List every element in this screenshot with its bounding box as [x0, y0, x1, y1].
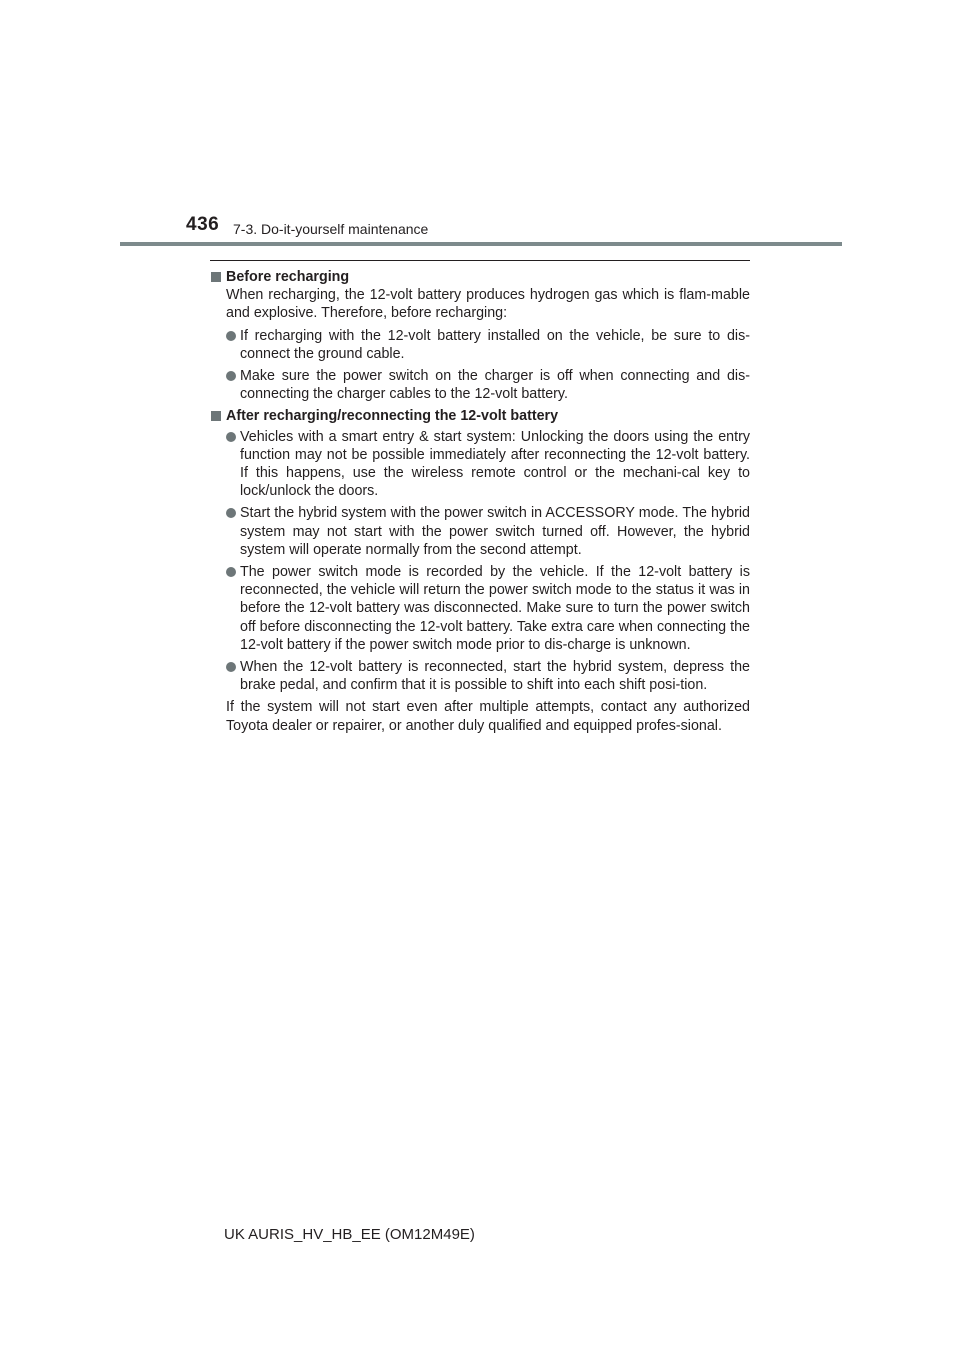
section-title: 7-3. Do-it-yourself maintenance — [233, 221, 429, 237]
list-item — [240, 504, 750, 559]
paragraph: If the system will not start even after multiple attempts, contact any authorized Toyota dealer or repairer, or another duly qualified and equipped profes-sional. — [226, 699, 750, 734]
round-bullet-icon — [226, 371, 236, 381]
list-item — [240, 658, 750, 694]
content — [210, 260, 750, 735]
heading-after-recharging — [210, 407, 750, 425]
heading-text: After recharging/reconnecting the 12-volt battery — [226, 408, 559, 425]
list-item-text: Vehicles with a smart entry & start system: Unlocking the doors using the entry function may not be possible immediately after reconnecting the 12-volt battery. If this happens, use the wireless remote control or the mechani-cal key to lock/unlock the doors. — [240, 428, 750, 500]
round-bullet-icon — [226, 331, 236, 341]
list-item — [240, 428, 750, 501]
header-rule — [120, 242, 842, 246]
list-item-text: If recharging with the 12-volt battery installed on the vehicle, be sure to dis-connect the ground cable. — [240, 327, 750, 362]
list-item — [240, 327, 750, 363]
list-item-text: Make sure the power switch on the charger is off when connecting and dis-connecting the charger cables to the 12-volt battery. — [240, 368, 750, 403]
round-bullet-icon — [226, 662, 236, 672]
round-bullet-icon — [226, 567, 236, 577]
heading-text: Before recharging — [226, 269, 350, 285]
page-number: 436 — [186, 214, 220, 235]
round-bullet-icon — [226, 508, 236, 518]
list-item — [240, 563, 750, 654]
list-item-text: Start the hybrid system with the power switch in ACCESSORY mode. The hybrid system may not start with the power switch turned off. However, the hybrid system will operate normally from the second attempt. — [240, 505, 750, 558]
heading-before-recharging — [210, 268, 750, 286]
paragraph: When recharging, the 12-volt battery produces hydrogen gas which is flam-mable and explosive. Therefore, before recharging: — [226, 287, 750, 322]
list-item-text: The power switch mode is recorded by the vehicle. If the 12-volt battery is reconnected, the vehicle will return the power switch mode to the status it was in before the 12-volt battery was disconnected. Make sure to turn the power switch off before disconnecting the 12-volt battery. Take extra care when connecting the 12-volt battery if the power switch mode prior to dis-charge is unknown. — [240, 564, 750, 653]
list-item — [240, 367, 750, 403]
square-bullet-icon — [211, 411, 221, 421]
round-bullet-icon — [226, 432, 236, 442]
list-item-text: When the 12-volt battery is reconnected, start the hybrid system, depress the brake pedal, and confirm that it is possible to shift into each shift posi-tion. — [240, 659, 750, 694]
footer-manual-code: UK AURIS_HV_HB_EE (OM12M49E) — [224, 1226, 475, 1243]
square-bullet-icon — [211, 272, 221, 282]
